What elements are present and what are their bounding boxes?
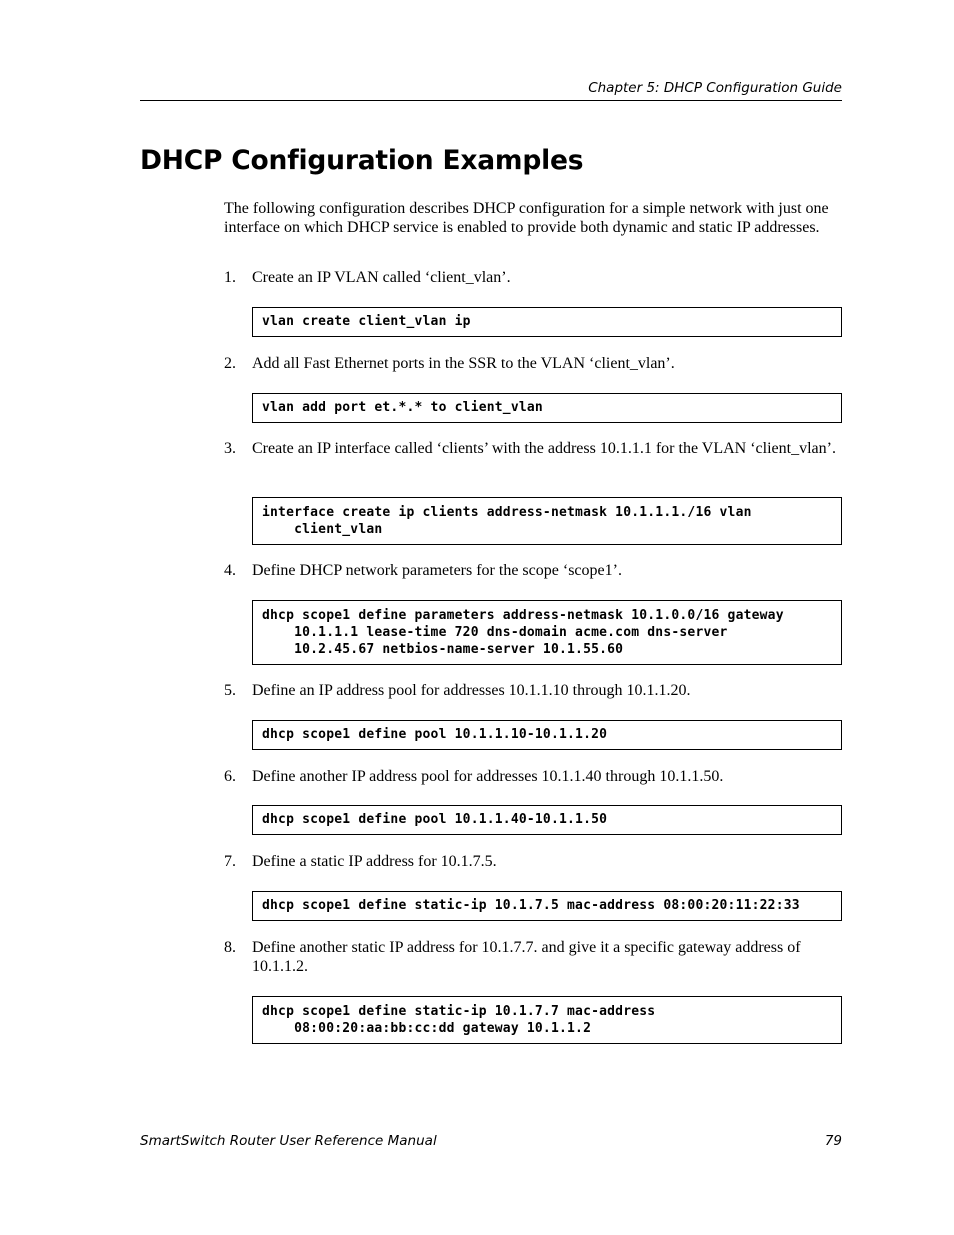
page-number: 79 — [824, 1133, 842, 1149]
code-text: interface create ip clients address-netmask 10.1.1.1./16 vlan client_vlan — [262, 504, 752, 537]
code-text: dhcp scope1 define static-ip 10.1.7.5 mac-address 08:00:20:11:22:33 — [262, 898, 800, 914]
step-text: Add all Fast Ethernet ports in the SSR to the VLAN ‘client_vlan’. — [252, 355, 675, 372]
code-block-8 — [252, 996, 842, 1044]
step-number: 3. — [224, 440, 236, 457]
code-text: dhcp scope1 define pool 10.1.1.40-10.1.1.50 — [262, 812, 608, 828]
code-block-2 — [252, 393, 842, 423]
code-block-7 — [252, 891, 842, 921]
code-block-1 — [252, 307, 842, 337]
step-5 — [224, 681, 844, 700]
step-3 — [224, 439, 844, 458]
code-block-3 — [252, 497, 842, 545]
step-4 — [224, 561, 844, 580]
code-text: vlan add port et.*.* to client_vlan — [262, 400, 543, 416]
step-text: Define an IP address pool for addresses 10.1.1.10 through 10.1.1.20. — [252, 682, 691, 699]
step-text: Create an IP interface called ‘clients’ with the address 10.1.1.1 for the VLAN ‘client_vlan’. — [252, 440, 836, 457]
step-text: Create an IP VLAN called ‘client_vlan’. — [252, 269, 511, 286]
step-7 — [224, 852, 844, 871]
step-text: Define a static IP address for 10.1.7.5. — [252, 853, 497, 870]
step-number: 4. — [224, 562, 236, 579]
step-text: Define DHCP network parameters for the scope ‘scope1’. — [252, 562, 622, 579]
intro-paragraph: The following configuration describes DHCP configuration for a simple network with just one interface on which DHCP service is enabled to provide both dynamic and static IP addresses. — [224, 200, 829, 237]
step-number: 5. — [224, 682, 236, 699]
step-8 — [224, 938, 844, 977]
code-block-4 — [252, 600, 842, 665]
code-text: dhcp scope1 define static-ip 10.1.7.7 mac-address 08:00:20:aa:bb:cc:dd gateway 10.1.1.2 — [262, 1003, 656, 1036]
running-header: Chapter 5: DHCP Configuration Guide — [588, 80, 842, 96]
code-block-5 — [252, 720, 842, 750]
step-number: 8. — [224, 939, 236, 956]
step-1 — [224, 268, 844, 287]
page-title: DHCP Configuration Examples — [140, 145, 584, 176]
header-rule — [140, 100, 842, 101]
step-text: Define another static IP address for 10.1.7.7. and give it a specific gateway address of 10.1.1.2. — [252, 939, 801, 976]
step-number: 2. — [224, 355, 236, 372]
step-number: 7. — [224, 853, 236, 870]
footer-manual-title: SmartSwitch Router User Reference Manual — [140, 1133, 437, 1149]
code-text: vlan create client_vlan ip — [262, 314, 471, 330]
code-text: dhcp scope1 define pool 10.1.1.10-10.1.1.20 — [262, 727, 608, 743]
code-block-6 — [252, 805, 842, 835]
step-number: 1. — [224, 269, 236, 286]
step-text: Define another IP address pool for addresses 10.1.1.40 through 10.1.1.50. — [252, 768, 724, 785]
step-2 — [224, 354, 844, 373]
code-text: dhcp scope1 define parameters address-netmask 10.1.0.0/16 gateway 10.1.1.1 lease-time 720 dns-domain acme.com dns-server 10.2.45.67 netbios-name-server 10.1.55.60 — [262, 607, 784, 658]
step-number: 6. — [224, 768, 236, 785]
step-6 — [224, 767, 844, 786]
